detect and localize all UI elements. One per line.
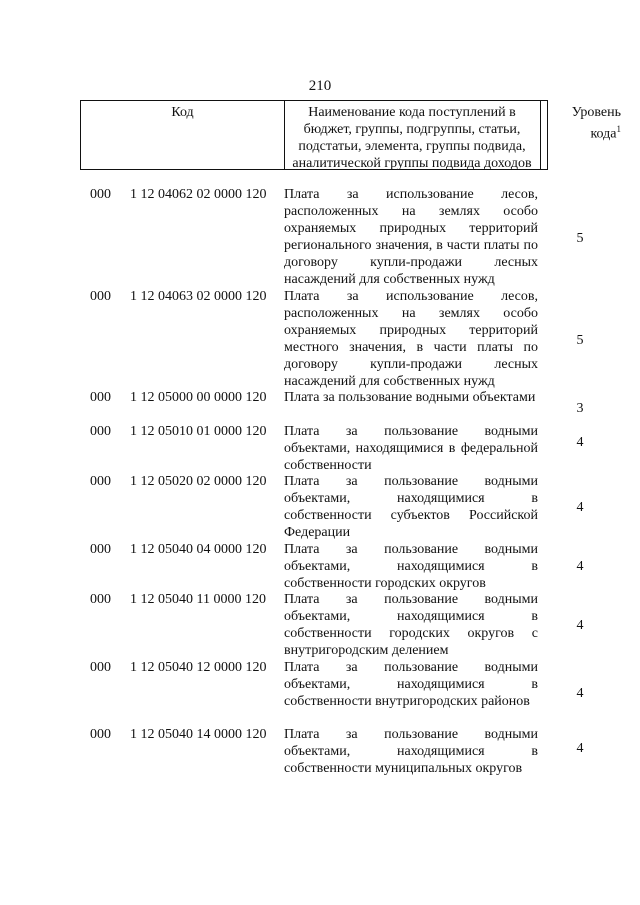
revenue-name: Плата за пользование водными объектами: [284, 390, 536, 405]
revenue-code: 1 12 05020 02 0000 120: [130, 474, 267, 489]
code-level: 4: [576, 686, 584, 701]
revenue-name: Плата за пользование водными объектами, находящимися в собственности городских округов: [284, 542, 538, 591]
code-level: 3: [576, 401, 584, 416]
revenue-code: 1 12 05010 01 0000 120: [130, 424, 267, 439]
revenue-code: 1 12 04062 02 0000 120: [130, 187, 267, 202]
code-level: 4: [576, 559, 584, 574]
revenue-name: Плата за пользование водными объектами, находящимися в собственности субъектов Российской Федерации: [284, 474, 538, 540]
group-code: 000: [90, 424, 111, 439]
revenue-code: 1 12 05040 11 0000 120: [130, 592, 266, 607]
header-name-label: Наименование кода поступлений в бюджет, группы, подгруппы, статьи, подстатьи, элемента, группы подвида, аналитической группы подвида доходов: [292, 105, 532, 171]
code-level: 5: [576, 231, 584, 246]
code-level: 4: [576, 618, 584, 633]
code-level: 4: [576, 435, 584, 450]
page-number: 210: [308, 78, 332, 94]
group-code: 000: [90, 542, 111, 557]
code-level: 5: [576, 333, 584, 348]
revenue-code: 1 12 05000 00 0000 120: [130, 390, 267, 405]
revenue-name: Плата за пользование водными объектами, находящимися в собственности городских округов с внутригородским делением: [284, 592, 538, 658]
group-code: 000: [90, 474, 111, 489]
code-level: 4: [576, 741, 584, 756]
table-header: [80, 100, 621, 171]
revenue-code: 1 12 04063 02 0000 120: [130, 289, 267, 304]
header-level-text: Уровень кода: [571, 105, 621, 142]
revenue-code: 1 12 05040 14 0000 120: [130, 727, 267, 742]
group-code: 000: [90, 727, 111, 742]
revenue-name: Плата за пользование водными объектами, находящимися в федеральной собственности: [284, 424, 538, 473]
revenue-name: Плата за использование лесов, расположенных на землях особо охраняемых природных территорий местного значения, в части платы по договору купли-продажи лесных насаждений для собственных нужд: [284, 289, 538, 389]
revenue-name: Плата за пользование водными объектами, находящимися в собственности внутригородских районов: [284, 660, 538, 709]
group-code: 000: [90, 390, 111, 405]
footnote-marker: 1: [616, 124, 621, 134]
revenue-code: 1 12 05040 04 0000 120: [130, 542, 267, 557]
header-level-cell: [540, 101, 625, 169]
header-level-label: [541, 101, 625, 143]
group-code: 000: [90, 660, 111, 675]
header-code-cell: [81, 101, 285, 169]
group-code: 000: [90, 592, 111, 607]
revenue-name: Плата за пользование водными объектами, находящимися в собственности муниципальных округов: [284, 727, 538, 776]
revenue-code: 1 12 05040 12 0000 120: [130, 660, 267, 675]
header-name-cell: [284, 101, 540, 169]
code-level: 4: [576, 500, 584, 515]
revenue-name: Плата за использование лесов, расположенных на землях особо охраняемых природных территорий регионального значения, в части платы по договору купли-продажи лесных насаждений для собственных нужд: [284, 187, 538, 287]
group-code: 000: [90, 289, 111, 304]
group-code: 000: [90, 187, 111, 202]
header-code-label: Код: [171, 105, 194, 120]
